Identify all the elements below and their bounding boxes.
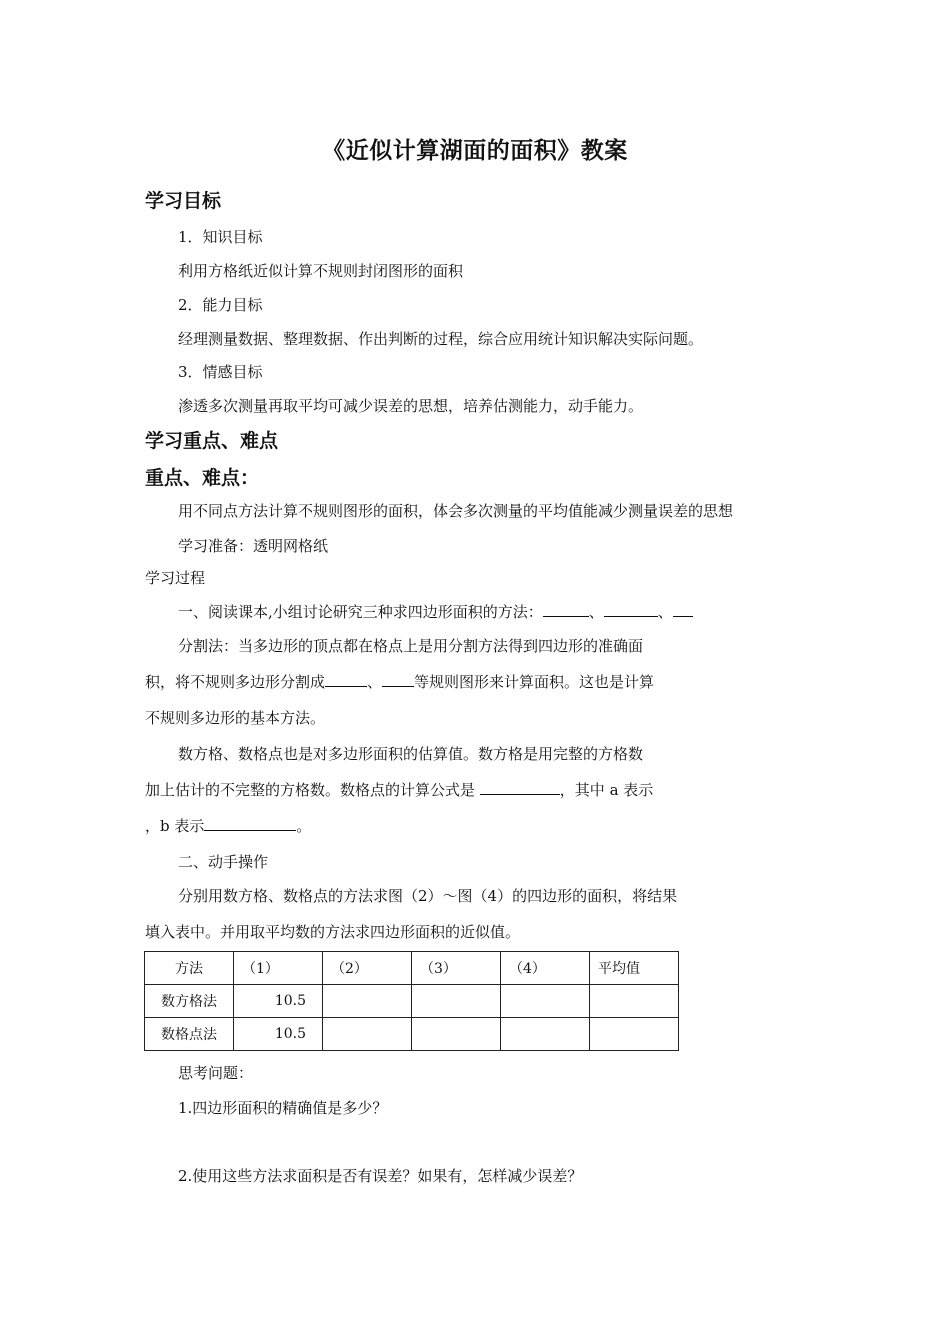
blank-shape-1[interactable]	[325, 672, 367, 687]
table-cell[interactable]	[412, 985, 501, 1018]
questions-heading: 思考问题：	[178, 1064, 254, 1082]
table-header-cell: 平均值	[590, 952, 679, 985]
count-method-line-2	[145, 779, 653, 800]
heading-goals: 学习目标	[145, 190, 222, 212]
blank-method-3[interactable]	[673, 602, 693, 617]
table-header-cell: （1）	[234, 952, 323, 985]
table-header-cell: （4）	[501, 952, 590, 985]
operation-heading: 二、动手操作	[178, 853, 269, 871]
document-title: 《近似计算湖面的面积》教案	[322, 138, 628, 164]
table-cell[interactable]	[501, 985, 590, 1018]
heading-process: 学习过程	[145, 569, 206, 587]
blank-formula[interactable]	[480, 780, 560, 795]
heading-key-points: 学习重点、难点	[145, 430, 279, 452]
reading-line	[178, 601, 693, 622]
count-method-line-3	[145, 815, 311, 836]
split-method-text-a: 积，将不规则多边形分割成	[145, 673, 326, 691]
blank-separator: 、	[588, 603, 604, 621]
table-cell[interactable]: 10.5	[234, 985, 323, 1018]
count-method-line-1: 数方格、数格点也是对多边形面积的估算值。数方格是用完整的方格数	[178, 745, 644, 763]
split-method-line-3: 不规则多边形的基本方法。	[145, 709, 326, 727]
count-method-text-b: ，其中 a 表示	[559, 781, 654, 799]
table-cell[interactable]	[323, 1018, 412, 1051]
table-header-row	[145, 952, 679, 985]
table-row	[145, 1018, 679, 1051]
table-header-cell: （3）	[412, 952, 501, 985]
question-2: 2.使用这些方法求面积是否有误差？如果有，怎样减少误差？	[178, 1167, 583, 1185]
table-header-cell: 方法	[145, 952, 234, 985]
operation-line-2: 填入表中。并用取平均数的方法求四边形面积的近似值。	[145, 923, 521, 941]
blank-method-1[interactable]	[543, 602, 589, 617]
split-method-line-2	[145, 671, 654, 692]
goal-1-label: 1．知识目标	[178, 228, 263, 246]
results-table	[144, 951, 679, 1051]
preparation-text: 学习准备：透明网格纸	[178, 537, 329, 555]
table-cell[interactable]: 10.5	[234, 1018, 323, 1051]
table-cell[interactable]	[590, 1018, 679, 1051]
goal-2-label: 2．能力目标	[178, 296, 263, 314]
goal-2-text: 经理测量数据、整理数据、作出判断的过程，综合应用统计知识解决实际问题。	[178, 330, 704, 348]
goal-3-label: 3．情感目标	[178, 363, 263, 381]
table-cell[interactable]	[412, 1018, 501, 1051]
table-row-label: 数格点法	[145, 1018, 234, 1051]
blank-method-2[interactable]	[604, 602, 658, 617]
table-row-label: 数方格法	[145, 985, 234, 1018]
subheading-key-points: 重点、难点：	[145, 467, 260, 489]
table-row	[145, 985, 679, 1018]
table-cell[interactable]	[323, 985, 412, 1018]
blank-separator: 、	[657, 603, 673, 621]
key-points-text: 用不同点方法计算不规则图形的面积，体会多次测量的平均值能减少测量误差的思想	[178, 502, 734, 520]
table-header-cell: （2）	[323, 952, 412, 985]
operation-line-1: 分别用数方格、数格点的方法求图（2）～图（4）的四边形的面积，将结果	[178, 887, 678, 905]
table-cell[interactable]	[501, 1018, 590, 1051]
count-method-text-d: 。	[296, 817, 312, 835]
split-method-line-1: 分割法：当多边形的顶点都在格点上是用分割方法得到四边形的准确面	[178, 637, 644, 655]
question-1: 1.四边形面积的精确值是多少？	[178, 1099, 388, 1117]
blank-shape-2[interactable]	[382, 672, 414, 687]
count-method-text-a: 加上估计的不完整的方格数。数格点的计算公式是	[145, 781, 476, 799]
table-cell[interactable]	[590, 985, 679, 1018]
goal-1-text: 利用方格纸近似计算不规则封闭图形的面积	[178, 262, 464, 280]
count-method-text-c: ，b 表示	[145, 817, 205, 835]
goal-3-text: 渗透多次测量再取平均可减少误差的思想，培养估测能力，动手能力。	[178, 397, 644, 415]
blank-b-meaning[interactable]	[204, 816, 296, 831]
blank-separator: 、	[367, 673, 383, 691]
reading-line-text: 一、阅读课本,小组讨论研究三种求四边形面积的方法：	[178, 603, 543, 621]
split-method-text-b: 等规则图形来计算面积。这也是计算	[414, 673, 655, 691]
